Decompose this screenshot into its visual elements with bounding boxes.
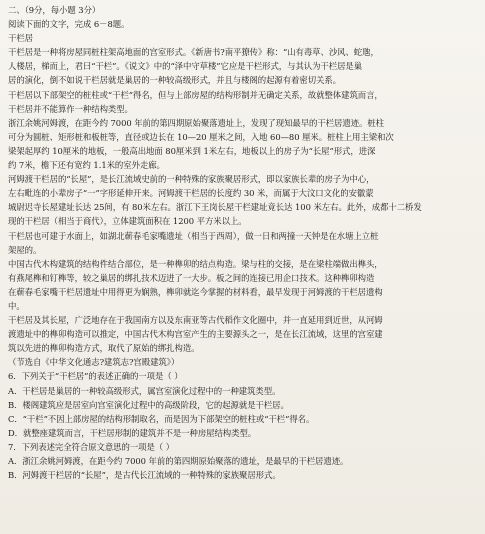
text-line: 有燕尾榫和钉榫等，较之巢居的绑扎技术迈进了一大步。板之间的连接已用企口技术。这种榫卯构造 [8, 272, 375, 283]
text-line: 渡遗址中的榫卯构造可以推定，中国古代木构宫室产生的主要源头之一，是在长江流域，这里的宫室建 [8, 329, 383, 340]
text-line: 河姆渡干栏居的“长屋”，是长江流域史前的一种特殊的家族聚居形式，即以家族长辈的房子为中心， [8, 174, 375, 185]
text-line: 梁架起厚约 10厘米的地板，一般高出地面 80厘米到 1米左右，地板以上的房子为“长屋”形式，进深 [8, 145, 376, 156]
text-line: 中。 [8, 300, 25, 311]
text-line: B．河姆渡干栏居的“长屋”，是古代长江流域的一种特殊的家族聚居形式。 [8, 470, 281, 481]
text-line: 架屋的。 [8, 244, 42, 255]
text-line: B．楼阁建筑应是居室向宫室演化过程中的高级阶段，它的起源就是干栏居。 [8, 399, 289, 410]
text-line: 可分为圆桩、矩形桩和板桩等，直径或边长在 10—20 厘米之间，入地 60—80 厘米。桩柱上用主梁和次 [8, 131, 394, 142]
text-line: 左右毗连的小辈房子“一”字形延伸开来。河姆渡干栏居的长度约 30 米，而属于大汶口文化的安徽蒙 [8, 188, 374, 199]
text-line: 干栏居 [8, 33, 33, 44]
text-line: 约 7米，檐下还有宽约 1.1米的室外走廊。 [8, 160, 165, 171]
text-line: 二、（9分，每小题 3分） [8, 5, 101, 15]
text-line: 阅读下面的文字，完成 6－8题。 [8, 19, 130, 30]
text-line: 7．下列表述完全符合原文意思的一项是（ ） [8, 441, 175, 452]
text-line: D．就整座建筑而言，干栏居形制的建筑并不是一种房屋结构类型。 [8, 427, 257, 438]
reading-passage [8, 3, 478, 482]
text-line: 中国古代木构建筑的结构件结合部位，是一种榫卯的结点构造。梁与柱的交接，是在梁柱端做出榫头， [8, 258, 383, 269]
text-line: 干栏居也可建于水面上，如湖北蕲春毛家嘴遗址（相当于西周），做一日和两撞一天钟是在水塘上立桩 [8, 230, 379, 241]
text-line: 筑以先进的榫卯构造方式，取代了原始的绑扎构造。 [8, 343, 200, 354]
text-line: （节选自《中华文化通志?建筑志?宫殿建筑》） [8, 357, 180, 368]
text-line: 人楼居，梯而上，君曰“干栏”。《说文》中的“泽中守草楼”它应是干栏形式，与其认为干栏居是巢 [8, 61, 363, 72]
text-line: 干栏居是一种将房屋同桩柱架高地面的宫室形式。《新唐书?南平獠传》称：“山有毒草、沙风、蛇虺， [8, 47, 379, 58]
text-line: 6．下列关于“干栏居”的表述正确的一项是（ ） [8, 371, 183, 382]
text-line: A．浙江余姚河姆渡，在距今约 7000 年前的第四期原始聚落的遗址，是最早的干栏居遗迹。 [8, 456, 349, 466]
text-line: C．“干栏”不因上部房屋的结构形制取名，而是因为下部架空的桩柱或“干栏”得名。 [8, 413, 315, 424]
text-line: 浙江余姚河姆渡，在距今约 7000 年前的第四期原始聚落遗址上，发现了现知最早的干栏居遗迹。桩柱 [8, 117, 384, 128]
text-line: 干栏居以下部架空的桩柱或“干栏”得名，但与上部房屋的结构形制并无确定关系，故就整体建筑而言， [8, 89, 383, 100]
text-line: 城尉迟寺长屋建址长达 25间，有 80米左右。浙江下王岗长屋干栏建址竟长达 100 米左右。此外，成都十二桥发 [8, 202, 422, 213]
text-line: A．干栏居是巢居的一种较高级形式，属宫室演化过程中的一种建筑类型。 [8, 385, 281, 396]
text-line: 干栏居及其长屋，广泛地存在于我国南方以及东南亚等古代稻作文化圈中，并一直延用到近世，从河姆 [8, 315, 383, 326]
text-line: 现的干栏居（相当于商代），立体建筑面积在 1200 平方米以上。 [8, 216, 247, 227]
text-line: 在蕲春毛家嘴干栏居遗址中用得更为娴熟，榫卯就迄今掌握的材料看，最早发现于河姆渡的干栏居遗构 [8, 286, 383, 297]
text-line: 居的演化，倒不如说干栏居就是巢居的一种较高级形式，并且与楼阁的起源有着密切关系。 [8, 75, 341, 86]
text-line: 干栏居并不能算作一种结构类型。 [8, 103, 133, 114]
